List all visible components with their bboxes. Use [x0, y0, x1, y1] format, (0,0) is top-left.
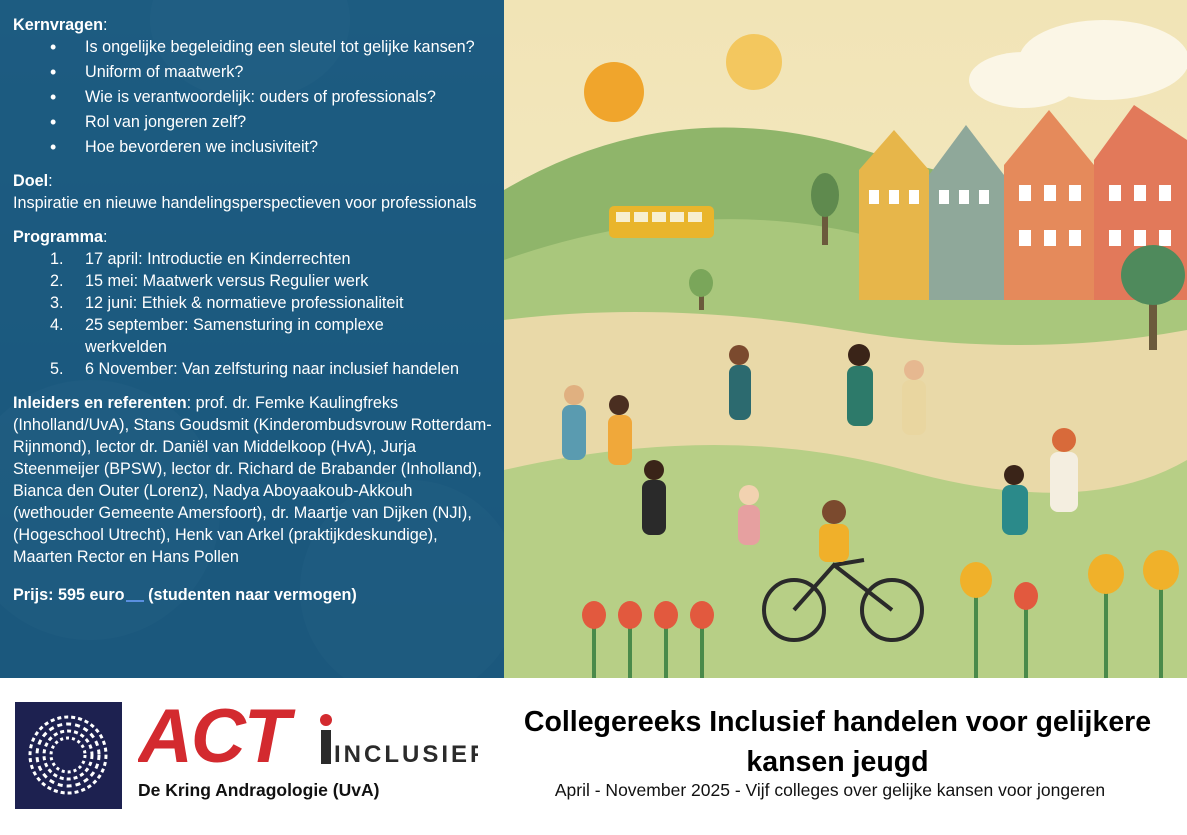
list-item: 1. 17 april: Introductie en Kinderrechten	[50, 250, 351, 268]
list-item: • Is ongelijke begeleiding een sleutel tot gelijke kansen?	[13, 36, 492, 58]
sun-icon	[584, 62, 644, 122]
programma-label: Programma	[13, 228, 103, 246]
organisation-name: De Kring Andragologie (UvA)	[138, 780, 380, 800]
programma-list	[13, 248, 492, 380]
inleiders-label: Inleiders en referenten	[13, 394, 187, 412]
list-item: 5. 6 November: Van zelfsturing naar inclusief handelen	[50, 360, 460, 378]
list-item: • Hoe bevorderen we inclusiviteit?	[13, 136, 492, 158]
doel-text: Inspiratie en nieuwe handelingsperspectieven voor professionals	[13, 194, 477, 212]
kring-logo	[15, 702, 122, 809]
act-logo-mark	[138, 700, 478, 772]
price-line	[13, 584, 492, 606]
info-panel	[0, 0, 504, 678]
footer	[0, 678, 1187, 835]
kernvragen-list	[13, 36, 492, 158]
list-item: 3. 12 juni: Ethiek & normatieve professionaliteit	[50, 294, 404, 312]
doel-label: Doel	[13, 172, 49, 190]
doel-section: Doel: Inspiratie en nieuwe handelingsperspectieven voor professionals	[13, 170, 492, 214]
kernvragen-section: Kernvragen: • Is ongelijke begeleiding een sleutel tot gelijke kansen? • Uniform of maatwerk? • Wie is verantwoordelijk: ouders of professionals? • Rol van jongeren zelf? • Hoe bevorderen we inclusiviteit?	[13, 14, 492, 158]
price-label: Prijs: 595 euro	[13, 586, 125, 604]
page-subtitle: April - November 2025 - Vijf colleges over gelijke kansen voor jongeren	[554, 780, 1106, 800]
svg-text:INCLUSIEF: INCLUSIEF	[334, 741, 478, 768]
balloon-icon	[726, 34, 782, 90]
list-item: 4. 25 september: Samensturing in complexe werkvelden	[50, 316, 384, 356]
page-title: Collegereeks Inclusief handelen voor gelijkere kansen jeugd	[523, 706, 1152, 778]
act-inclusief-logo	[138, 700, 478, 772]
svg-text:ACT: ACT	[138, 700, 289, 772]
inleiders-text: prof. dr. Femke Kaulingfreks (Inholland/UvA), Stans Goudsmit (Kinderombudsvrouw Rotterdam-Rijnmond), lector dr. Daniël van Middelkoop (HvA), Jurja Steenmeijer (BPSW), lector dr. Richard de Brabander (Inholland), Bianca den Outer (Lorenz), Nadya Aboyaakoub-Akkouh (wethouder Gemeente Amersfoort), dr. Maartje van Dijken (NJI), (Hogeschool Utrecht), Henk van Arkel (praktijkdeskundige), Maarten Rector en Hans Pollen	[13, 394, 492, 566]
list-item: • Rol van jongeren zelf?	[13, 111, 492, 133]
kernvragen-label: Kernvragen	[13, 16, 103, 34]
inleiders-section: Inleiders en referenten: prof. dr. Femke Kaulingfreks (Inholland/UvA), Stans Goudsmit (Kinderombudsvrouw Rotterdam-Rijnmond), lector dr. Daniël van Middelkoop (HvA), Jurja Steenmeijer (BPSW), lector dr. Richard de Brabander (Inholland), Bianca den Outer (Lorenz), Nadya Aboyaakoub-Akkouh (wethouder Gemeente Amersfoort), dr. Maartje van Dijken (NJI), (Hogeschool Utrecht), Henk van Arkel (praktijkdeskundige), Maarten Rector en Hans Pollen	[13, 394, 492, 566]
list-item: • Uniform of maatwerk?	[13, 61, 492, 83]
village-illustration	[504, 0, 1187, 678]
illustration	[504, 0, 1187, 678]
kring-spiral-icon	[15, 702, 122, 809]
list-item: 2. 15 mei: Maatwerk versus Regulier werk	[50, 272, 369, 290]
programma-section: Programma: 1. 17 april: Introductie en Kinderrechten 2. 15 mei: Maatwerk versus Regulier werk 3. 12 juni: Ethiek & normatieve professionaliteit 4. 25 september: Samensturing in complexe werkvelden 5. 6 November: Van zelfsturing naar inclusief handelen	[13, 226, 492, 380]
price-note: (studenten naar vermogen)	[148, 586, 357, 604]
list-item: • Wie is verantwoordelijk: ouders of professionals?	[13, 86, 492, 108]
